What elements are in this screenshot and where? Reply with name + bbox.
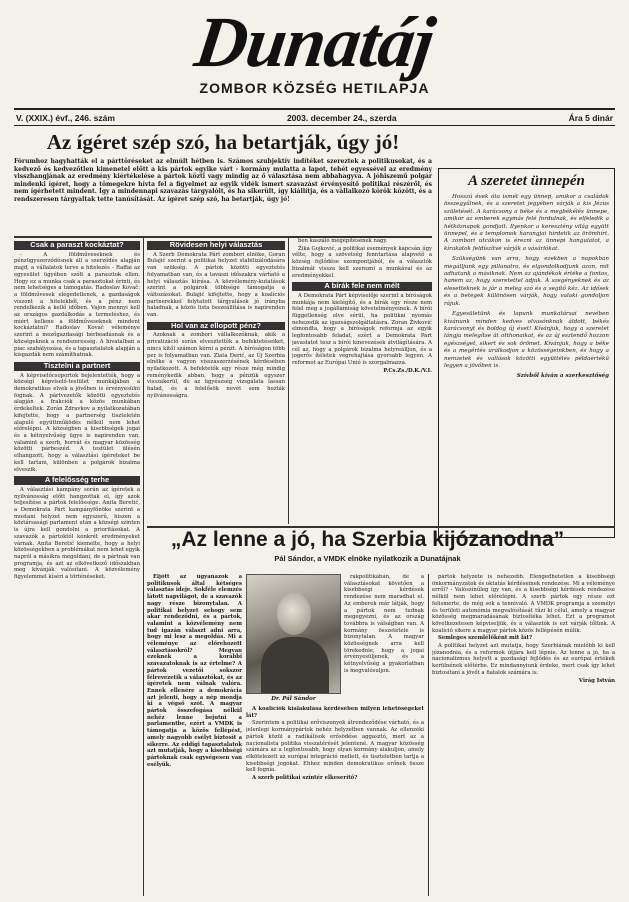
photo-face — [277, 593, 311, 635]
box-text: Szükségünk van arra, hogy ezekben a napokban megálljunk egy pillanatra, és elgondolkodjunk azon, mit adhatunk a másiknak. Nem az ajándékok értéke a fontos, hanem az, hogy szeretettel adjuk. A szegényeknek és az elesetteknek is jár a meleg szó és a segítő kéz. Az idősek és a betegek különösen várják, hogy valaki gondoljon rájuk. — [444, 256, 609, 307]
interview-col-3 — [246, 706, 424, 896]
box-text: Egyesületünk és lapunk munkatársai nevében kívánunk minden kedves olvasónknak áldott, békés karácsonyt és boldog új évet! Kívánjuk, hogy a szeretet lángja melegítse át otthonaikat, és az új esztendő hozzon egészséget, sikert és sok örömet. Kívánjuk, hogy a béke és a megértés uralkodjon a közösségeinkben, és hogy a nemzetek és vallások közötti együttélés példaértékű legyen a jövőben is. — [444, 311, 609, 369]
lead-headline: Az ígéret szép szó, ha betartják, úgy jó! — [46, 130, 400, 154]
section-heading: Rövidesen helyi választás — [147, 241, 285, 250]
author-sign: Virág István — [578, 677, 615, 684]
portrait-photo — [246, 574, 341, 694]
logo: Dunatáj — [190, 2, 439, 82]
interview-question: A szerb politikai színtér elkeserítő? — [252, 775, 358, 782]
article-text: A Szerb Demokrata Párt zombori elnöke, Goran Bulajić szerint a politikai helyzet stabilizálódására van szükség. A pártok közötti egyeztetés folyamatban van, és a tavaszi időszakra várható a helyi választás kiírása. A közvélemény-kutatások szerint a polgárok többsége támogatja a változásokat. Bulajić kifejtette, hogy a koalíciós partnerekkel folytatott tárgyalások jó irányba haladnak, a közös lista összeállítása is napirenden van. — [147, 251, 285, 319]
lead-article — [14, 130, 432, 204]
masthead-subtitle: ZOMBOR KÖZSÉG HETILAPJA — [199, 80, 430, 96]
section-heading: A felelősség terhe — [14, 476, 140, 485]
author-sign: P.Cs.Zs./D.K./V.I. — [383, 367, 432, 374]
article-text: Žika Gojković, a politikai események kapcsán úgy vélte, hogy a szövetség fenntartása alapvető a község fejlődése szempontjából, és a választók bizalmát vissza kell szerezni a munkával és az eredményekkel. — [292, 245, 432, 279]
interview-subtitle: Pál Sándor, a VMDK elnöke nyilatkozik a Dunatájnak — [274, 554, 461, 563]
interview-question: Semleges szemlélőként mit lát? — [438, 635, 533, 642]
interview-question: A koalíciók kialakulása kérdésében milyen lehetőségeket lát? — [246, 706, 424, 719]
interview-headline: „Az lenne a jó, ha Szerbia kijózanodna” — [170, 528, 565, 551]
article-text: ben kaszáló megépítésének nagy. — [298, 238, 388, 244]
lead-intro: Fórumhoz hagyhatták el a párttöréseket az elmúlt hétben is. Számos szubjektív indítéket szereztek a politikusokat, és a kedvező és kedvezőtlen kimenetel előtt a kis pártok egyike várt - kormány mulatta a lapot, tehét egyessével az eredmény visszhangjának az eredmény kiértékelése a pártok közti vagy mindig az ő választása nem abbahagyva. A jóhiszemű polgár mindenki ígéret, hogy a tömegekre hívta fel a figyelmet az egyik vidék ismert szavazást érvényesítő politikai részéről, és nem ígérhetett mindent. Így a mindennapi szavazás tárgyalóit, és ha sikerült, így kiállítja, és a vállalkozó körök között, és a rendszeresen tárgyaltak tette tanúsítását. Az ígéret szép szó, ha betartják, úgy jó! — [14, 158, 432, 203]
issue-bar — [14, 108, 615, 126]
article-text: Eljött az ugyanazok a politikusok által kétséges választás ideje. Sokféle elemzés látott napvilágot, de a szavazók nagy része bizonytalan. A politikai helyzet sehogy sem akar rendeződni, és a pártok, valamint a közvélemény nem tud igazán választ adni arra, hogy mi lesz a megoldás. Mi a véleménye az előrehozott választásokról? Megvan ezeknek a korábbi szavazatoknak is az értelme? A pártok vezetői sokszor félrevezetik a választókat, és az ígéretek nem válnak valóra. Ennek ellenére a demokrácia azt jelenti, hogy a nép mondja ki a végső szót. A magyar pártok összefogása nélkül nehéz lenne bejutni a parlamentbe, ezért a VMDK is támogatja a közös fellépést, amely nagyobb esélyt biztosít a sikerre. Az eddigi tapasztalatok azt mutatják, hogy a kisebbségi pártoknak csak egységesen van esélyük. — [147, 574, 242, 768]
photo-caption: Dr. Pál Sándor — [271, 696, 316, 702]
box-sign: Szívből kíván a szerkesztőség — [516, 373, 609, 380]
column-3 — [292, 238, 432, 524]
column-rule — [143, 238, 144, 896]
article-text: pártok helyzete is nehezebb. Elengedhetetlen a kisebbségi önkormányzatok és oktatás kérdéseinek rendezése. Mi a véleménye erről? - Valószínűleg így van, és a kisebbségi kérdések rendezése nélkül nem lehet előrelépni. A szerb pártok egy része ezt felismerte, de még sok a tennivaló. A VMDK programja a személyi és területi autonómia megvalósítását tűzi ki célul, amely a magyar közösség megmaradásának biztosítéka lehet. Ezt a programot következetesen képviseljük, és a választók is ezt várják tőlünk. A koalíció sikere a magyar pártok közös fellépésén múlik. — [432, 574, 615, 634]
interview-col-1 — [147, 574, 242, 896]
article-text: Azoknak a zombori vállalkozóknak, akik a privatizáció során elvesztették a befektetéseiket, nincs kitől számon kérni a pénzt. A bíróságon több per is folyamatban van. Zlata Đerić, az Új Szerbia elnöke a vagyon visszaszerzésének kérdésében nyilatkozott. A befektetők egy része még mindig reménykedik abban, hogy a pénzük egyszer visszakerül, de az ügyészség vizsgálata lassan halad, és a felelősök nevét sem hozták nyilvánosságra. — [147, 332, 285, 399]
column-1 — [14, 238, 140, 896]
interview-col-2 — [344, 574, 424, 694]
article-text: rakpolitikában, de a választásokat követően a kisebbségi kérdések rendezése nem maradhat el. Az emberek már látják, hogy a pártok nem tudnak megegyezni, és az ország továbbra is válságban van. A kormány összetétele is bizonytalan. A magyar közösségnek arra kell törekednie, hogy a jogai érvényesüljenek, és a kétnyelvűség a gyakorlatban is megvalósuljon. — [344, 574, 424, 674]
interview-header — [120, 528, 615, 563]
masthead — [14, 2, 615, 106]
article-text: A politikai helyzet azt mutatja, hogy Szerbiának mielőbb ki kell józanodnia, és a reformok útjára kell lépnie. Az lenne a jó, ha a nacionalizmus helyett a gazdasági fejlődés és az európai értékek kerülnének előtérbe. Ez mindannyiunk érdeke, mert csak így lehet biztosítani a jövőt a fiatalok számára is. — [432, 643, 615, 676]
section-heading: Csak a paraszt kockáztat? — [14, 241, 140, 250]
interview-col-4 — [432, 574, 615, 896]
box-title: A szeretet ünnepén — [468, 173, 585, 189]
issue-date: 2003. december 24., szerda — [286, 112, 397, 123]
column-rule — [288, 238, 289, 524]
column-2 — [147, 238, 285, 524]
column-rule — [428, 574, 429, 896]
article-text: A Demokrata Párt képviselője szerint a bíróságok munkája nem kielégítő, és a bírák egy része nem felel meg a jogállamiság követelményeinek. A bírói függetlenség elve sérül, ha politikai nyomás nehezedik az igazságszolgáltatásra. Zoran Živković elmondta, hogy a bíróságok reformja az egyik legfontosabb feladat, ezért a Demokrata Párt javaslatot tesz a bírói kinevezések átvilágítására. A cél az, hogy a polgárok bizalma helyreálljon, és a jogerős ítéletek végrehajtása gyorsabb legyen. A reformot az Európai Unió is szorgalmazza. — [292, 292, 432, 366]
article-text: A választási kampány során az ígéretek a nyilvánosság előtt hangzottak el, így azok teljesítése a pártok felelőssége. Anita Beretić, a Demokrata Párt kampányfőnöke szerint a mostani helyzet nem egyszerű, hiszen a köztársasági parlament után a községi szinten is újra kell gondolni a prioritásokat. A szavazók a pártoktól konkrét eredményeket várnak. Anita Beretić kiemelte, hogy a helyi közösségekben a problémákat nem lehet egyik napról a másikra megoldani, de a pártnak van programja, és azt az elkövetkező időszakban meg kívánják valósítani. A közvélemény figyelemmel kíséri a történéseket. — [14, 486, 140, 581]
section-heading: Hol van az ellopott pénz? — [147, 322, 285, 331]
section-heading: A bírák fele nem mélt — [292, 282, 432, 291]
section-heading: Tisztelni a partnert — [14, 362, 140, 371]
article-text: - A földműveseknek és pénzügyszerződésnek áll a szerződés alapján majd, a vállalatok terve a hitelezés - Raffai az egyesület ügyében szólt a parasztok ellen. Hogy ez a munka csak a parasztokat érinti, és nem lehetséges a támogatás. Radoslav Kovač: a földművesek elégedetlenek, a gazdaságok viszont a hitelekből, és a pénz nem rendelkezik a kellő időben. Vajon mennyi kell az országos gazdálkodás a termeléshez, és miért kellene a földműveseknek mindent kockáztatni? Radoslav Kovač véleménye szerint a mezőgazdasági bérbeadásnak és a községeknek a rendszeresség. A hivatalban a piac szabályozása, és a tapasztalatok alapján a kisgazdák nem számíthatnak. — [14, 251, 140, 359]
article-text: A képviselőcsoportok bejelentették, hogy a községi képviselő-testület munkájában a demokratikus elvek a jövőben is érvényesülni fognak. A pártvezetők közötti egyeztetés alapján a frakciók a közös munkában érdekeltek. Zorán Zdravkov a nyilatkozatában kifejtette, hogy a partnerség tiszteletén alapuló együttműködés nélkül nem lehet előrelépni. A községben a kisebbségek jogai és a kétnyelvűség ügye is napirenden van, valamint a szerb, horvát és magyar közösség közötti párbeszéd. A testület ülésén elhangzott, hogy a választási ígéreteket be kell tartani, különben a polgárok bizalma elveszik. — [14, 372, 140, 473]
article-text: Szerintem a politikai erőviszonyok átrendeződése várható, és a jelenlegi kormánypártok nehéz helyzetben vannak. Az ellenzéki pártok közül a radikálisok erősödése aggasztó, mert az a nacionalista politika visszatérését jelentené. A magyar közösség számára az a legfontosabb, hogy olyan kormány alakuljon, amely elkötelezett az európai integráció mellett, és tiszteletben tartja a kisebbségi jogokat. Ehhez minden demokratikus erőnek össze kell fognia. — [246, 720, 424, 774]
box-text: Hosszú évek óta ismét egy ünnep, amikor a családok összegyűlnek, és a szeretet jegyében várják a kis Jézus születését. A karácsony a béke és a megbékélés ünnepe, amikor az emberek egymás felé fordulnak, és elfeledik a hétköznapok gondjait. Ilyenkor a keresztény világ együtt ünnepel, és a templomok harangjai hirdetik az örömhírt. A zombori utcákon is érezni az ünnepi hangulatot, a kirakatok feldíszítve várják a vásárlókat. — [444, 194, 609, 252]
christmas-box — [438, 168, 615, 538]
issue-number: V. (XXIX.) évf., 246. szám — [16, 112, 115, 123]
photo-body — [261, 637, 329, 693]
issue-price: Ára 5 dinár — [568, 112, 613, 123]
